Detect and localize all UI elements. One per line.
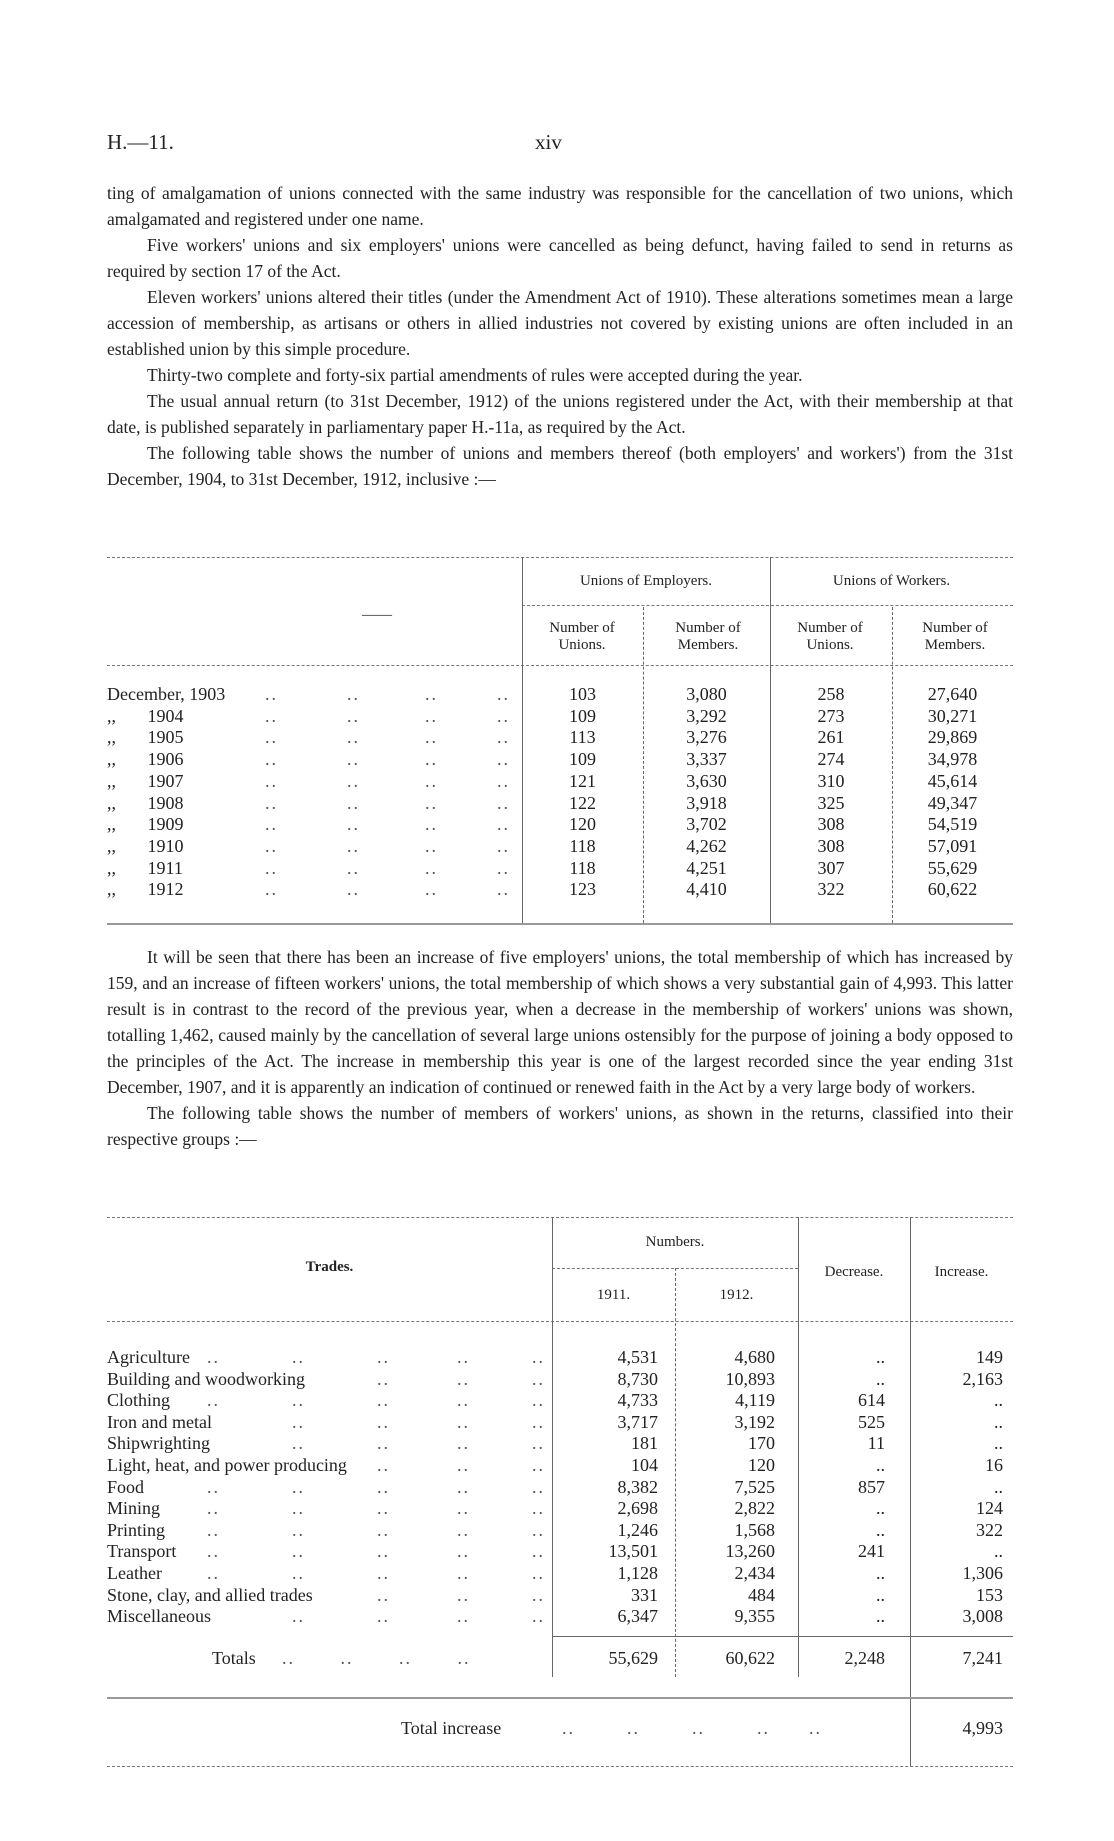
increase-value: ..	[994, 1476, 1003, 1497]
leader-dots: ..	[377, 1563, 390, 1583]
leader-dots: ..	[377, 1498, 390, 1519]
table-row	[107, 705, 1013, 727]
decrease-value: ..	[876, 1606, 885, 1627]
leader-dots: ..	[457, 1563, 470, 1583]
emp-unions: 118	[569, 835, 596, 856]
value-1912: 170	[748, 1433, 775, 1454]
increase-value: 16	[985, 1455, 1003, 1475]
wk-members: 55,629	[927, 857, 978, 878]
leader-dots: ..	[207, 1390, 220, 1411]
leader-dots: ..	[532, 1433, 545, 1454]
value-1912: 120	[748, 1455, 775, 1475]
leader-dots: ..	[292, 1498, 305, 1519]
total-increase-row	[107, 1717, 1013, 1739]
leader-dots: ..	[265, 835, 278, 856]
trade-label: Leather	[107, 1563, 162, 1583]
trade-label: Shipwrighting	[107, 1433, 211, 1454]
decrease-value: ..	[876, 1584, 885, 1605]
leader-dots: ..	[347, 749, 360, 770]
leader-dots: ..	[377, 1541, 390, 1562]
emp-members: 3,292	[686, 705, 727, 726]
wk-unions: 261	[817, 727, 845, 748]
leader-dots: ..	[497, 879, 510, 900]
increase-value: ..	[994, 1411, 1003, 1432]
trade-label: Miscellaneous	[107, 1606, 211, 1627]
leader-dots: ..	[532, 1541, 545, 1562]
table-row	[107, 1497, 1013, 1519]
value-1911: 331	[631, 1584, 658, 1605]
wk-unions: 307	[817, 857, 845, 878]
paragraph: The following table shows the number of members of workers' unions, as shown in the returns, classified into their respective groups :—	[107, 1103, 1013, 1149]
leader-dots: ..	[532, 1390, 545, 1411]
trade-label: Transport	[107, 1541, 177, 1562]
leader-dots: ..	[425, 792, 438, 813]
leader-dots: ..	[457, 1390, 470, 1411]
emp-members: 4,410	[686, 879, 727, 900]
leader-dots: ..	[497, 749, 510, 770]
total-increase-label: Total increase	[401, 1718, 502, 1738]
year-label: ,, 1911	[107, 857, 183, 878]
col-emp-members: Number of Members.	[675, 620, 741, 653]
wk-members: 57,091	[927, 835, 978, 856]
leader-dots: ..	[497, 705, 510, 726]
table-row	[107, 1540, 1013, 1562]
table-row	[107, 835, 1013, 857]
leader-dots: ..	[292, 1411, 305, 1432]
leader-dots: ..	[347, 770, 360, 791]
leader-dots: ..	[347, 814, 360, 835]
value-1911: 4,733	[617, 1390, 658, 1411]
emp-members: 4,251	[686, 857, 727, 878]
emp-members: 3,702	[686, 814, 727, 835]
emp-members: 3,080	[686, 684, 727, 704]
increase-value: 153	[976, 1584, 1003, 1605]
decrease-value: ..	[876, 1347, 885, 1367]
year-label: ,, 1908	[107, 792, 184, 813]
leader-dots: ..	[347, 684, 360, 704]
wk-unions: 308	[817, 814, 845, 835]
wk-members: 29,869	[927, 727, 978, 748]
year-label: ,, 1907	[107, 770, 184, 791]
increase-value: ..	[994, 1541, 1003, 1562]
leader-dots: ..	[497, 770, 510, 791]
leader-dots: ..	[425, 727, 438, 748]
leader-dots: ..	[425, 879, 438, 900]
leader-dots: ..	[265, 792, 278, 813]
decrease-value: 241	[858, 1541, 885, 1562]
total-increase-value: 4,993	[962, 1718, 1003, 1738]
table-row	[107, 1519, 1013, 1541]
wk-members: 30,271	[927, 705, 978, 726]
group-employers: Unions of Employers.	[579, 573, 713, 589]
trade-label: Printing	[107, 1519, 166, 1540]
leader-dots: ..	[532, 1411, 545, 1432]
value-1911: 8,730	[617, 1368, 658, 1389]
trade-label: Clothing	[107, 1390, 171, 1411]
leader-dots: ..	[292, 1519, 305, 1540]
leader-dots: ..	[207, 1498, 220, 1519]
leader-dots: ..	[377, 1606, 390, 1627]
emp-unions: 121	[569, 770, 596, 791]
leader-dots: .. .. .. ..	[282, 1648, 471, 1668]
leader-dots: ..	[207, 1563, 220, 1583]
value-1912: 13,260	[725, 1541, 775, 1562]
leader-dots: ..	[532, 1455, 545, 1475]
value-1911: 1,128	[617, 1563, 658, 1583]
leader-dots: ..	[207, 1476, 220, 1497]
leader-dots: ..	[377, 1455, 390, 1475]
value-1911: 13,501	[608, 1541, 658, 1562]
table-row	[107, 1605, 1013, 1627]
increase-value: 1,306	[962, 1563, 1003, 1583]
table-row	[107, 857, 1013, 879]
leader-dots: ..	[347, 727, 360, 748]
emp-unions: 120	[569, 814, 596, 835]
leader-dots: ..	[292, 1606, 305, 1627]
increase-value: ..	[994, 1433, 1003, 1454]
leader-dots: ..	[377, 1584, 390, 1605]
value-1911: 2,698	[617, 1498, 658, 1519]
leader-dots: ..	[377, 1347, 390, 1367]
col-numbers: Numbers.	[645, 1234, 705, 1250]
leader-dots: ..	[377, 1433, 390, 1454]
decrease-value: ..	[876, 1519, 885, 1540]
leader-dots: ..	[265, 879, 278, 900]
leader-dots: ..	[292, 1390, 305, 1411]
leader-dots: ..	[497, 814, 510, 835]
decrease-value: ..	[876, 1563, 885, 1583]
leader-dots: ..	[532, 1476, 545, 1497]
emp-members: 4,262	[686, 835, 727, 856]
leader-dots: .. .. .. .. ..	[562, 1718, 822, 1738]
leader-dots: ..	[532, 1368, 545, 1389]
table-row	[107, 1584, 1013, 1606]
leader-dots: ..	[497, 727, 510, 748]
totals-1911: 55,629	[608, 1648, 658, 1668]
trade-label: Agriculture	[107, 1347, 190, 1367]
document-reference: H.—11.	[107, 130, 174, 154]
emp-unions: 118	[569, 857, 596, 878]
unions-membership-table	[107, 557, 1013, 927]
leader-dots: ..	[347, 835, 360, 856]
value-1912: 9,355	[734, 1606, 775, 1627]
year-label: ,, 1906	[107, 749, 184, 770]
col-1911: 1911.	[596, 1287, 631, 1303]
increase-value: ..	[994, 1390, 1003, 1411]
value-1912: 1,568	[734, 1519, 775, 1540]
emp-unions: 122	[569, 792, 596, 813]
table-row	[107, 878, 1013, 900]
wk-unions: 310	[817, 770, 845, 791]
value-1912: 7,525	[734, 1476, 775, 1497]
wk-unions: 322	[817, 879, 845, 900]
col-decrease: Decrease.	[824, 1264, 884, 1280]
table-row	[107, 813, 1013, 835]
table-row	[107, 1454, 1013, 1476]
value-1911: 1,246	[617, 1519, 658, 1540]
trade-label: Building and woodworking	[107, 1368, 305, 1389]
totals-decrease: 2,248	[844, 1648, 885, 1668]
leader-dots: ..	[425, 684, 438, 704]
leader-dots: ..	[532, 1606, 545, 1627]
leader-dots: ..	[265, 749, 278, 770]
leader-dots: ..	[347, 792, 360, 813]
leader-dots: ..	[377, 1390, 390, 1411]
emp-unions: 113	[569, 727, 596, 748]
leader-dots: ..	[265, 857, 278, 878]
table-row	[107, 1346, 1013, 1368]
table-row	[107, 792, 1013, 814]
col-wk-unions: Number of Unions.	[797, 620, 863, 653]
leader-dots: ..	[425, 857, 438, 878]
leader-dots: ..	[532, 1498, 545, 1519]
leader-dots: ..	[265, 705, 278, 726]
intro-paragraphs	[107, 180, 1013, 492]
col-1912: 1912.	[719, 1287, 754, 1303]
leader-dots: ..	[457, 1606, 470, 1627]
paragraph: It will be seen that there has been an increase of five employers' unions, the total membership of which has increased by 159, and an increase of fifteen workers' unions, the total membership of which shows a very substantial gain of 4,993. This latter result is in contrast to the record of the previous year, when a decrease in the membership of workers' unions was shown, totalling 1,462, caused mainly by the cancellation of several large unions ostensibly for the purpose of joining a body opposed to the principles of the Act. The increase in membership this year is one of the largest recorded since the year ending 31st December, 1907, and it is apparently an indication of continued or renewed faith in the Act by a very large body of workers.	[107, 947, 1013, 1097]
leader-dots: ..	[425, 749, 438, 770]
year-label: ,, 1909	[107, 814, 184, 835]
table-row	[107, 683, 1013, 705]
table-row	[107, 1476, 1013, 1498]
trade-label: Light, heat, and power producing	[107, 1455, 347, 1475]
table-row	[107, 748, 1013, 770]
page-number: xiv	[535, 130, 562, 154]
leader-dots: ..	[532, 1519, 545, 1540]
leader-dots: ..	[457, 1368, 470, 1389]
leader-dots: ..	[497, 835, 510, 856]
col-increase: Increase.	[934, 1264, 989, 1280]
year-label: ,, 1912	[107, 879, 184, 900]
wk-unions: 273	[817, 705, 845, 726]
decrease-value: 857	[858, 1476, 885, 1497]
year-label: ,, 1905	[107, 727, 184, 748]
leader-dots: ..	[497, 684, 510, 704]
wk-unions: 274	[817, 749, 845, 770]
paragraph: The following table shows the number of unions and members thereof (both employers' and workers') from the 31st December, 1904, to 31st December, 1912, inclusive :—	[107, 443, 1013, 489]
table-row	[107, 1389, 1013, 1411]
value-1912: 4,680	[734, 1347, 775, 1367]
emp-unions: 123	[569, 879, 596, 900]
leader-dots: ..	[532, 1563, 545, 1583]
trade-label: Mining	[107, 1498, 161, 1519]
table-row	[107, 1432, 1013, 1454]
table-row	[107, 1562, 1013, 1584]
value-1912: 3,192	[734, 1411, 775, 1432]
wk-unions: 258	[817, 684, 845, 704]
col-trades: Trades.	[305, 1259, 354, 1275]
leader-dots: ..	[377, 1368, 390, 1389]
value-1912: 2,822	[734, 1498, 775, 1519]
leader-dots: ..	[265, 684, 278, 704]
increase-value: 3,008	[962, 1606, 1003, 1627]
leader-dots: ..	[425, 770, 438, 791]
value-1911: 104	[631, 1455, 658, 1475]
leader-dots: ..	[292, 1476, 305, 1497]
table-row	[107, 1368, 1013, 1390]
leader-dots: ..	[425, 835, 438, 856]
leader-dots: ..	[207, 1347, 220, 1367]
leader-dots: ..	[377, 1476, 390, 1497]
value-1911: 4,531	[617, 1347, 658, 1367]
trades-membership-table	[107, 1217, 1013, 1777]
paragraph: ting of amalgamation of unions connected with the same industry was responsible for the cancellation of two unions, which amalgamated and registered under one name.	[107, 183, 1013, 229]
wk-members: 34,978	[927, 749, 978, 770]
leader-dots: ..	[377, 1519, 390, 1540]
value-1911: 6,347	[617, 1606, 658, 1627]
year-label: December, 1903	[107, 684, 226, 704]
year-label: ,, 1904	[107, 705, 184, 726]
totals-row	[107, 1647, 1013, 1669]
paragraph: Eleven workers' unions altered their titles (under the Amendment Act of 1910). These alterations sometimes mean a large accession of membership, as artisans or others in allied industries not covered by existing unions are often included in an established union by this simple procedure.	[107, 287, 1013, 359]
table-row	[107, 726, 1013, 748]
totals-increase: 7,241	[962, 1648, 1003, 1668]
wk-members: 60,622	[927, 879, 978, 900]
year-label: ,, 1910	[107, 835, 184, 856]
leader-dots: ..	[265, 727, 278, 748]
value-1912: 4,119	[735, 1390, 775, 1411]
leader-dots: ..	[377, 1411, 390, 1432]
leader-dots: ..	[457, 1411, 470, 1432]
decrease-value: 11	[867, 1433, 885, 1454]
leader-dots: ..	[457, 1498, 470, 1519]
wk-members: 27,640	[927, 684, 978, 704]
leader-dots: ..	[347, 857, 360, 878]
wk-unions: 325	[817, 792, 845, 813]
wk-members: 45,614	[927, 770, 978, 791]
leader-dots: ..	[207, 1541, 220, 1562]
leader-dots: ..	[457, 1476, 470, 1497]
leader-dots: ..	[425, 814, 438, 835]
totals-label: Totals	[212, 1648, 256, 1668]
paragraph: Five workers' unions and six employers' unions were cancelled as being defunct, having failed to send in returns as required by section 17 of the Act.	[107, 235, 1013, 281]
paragraph: The usual annual return (to 31st December, 1912) of the unions registered under the Act, with their membership at that date, is published separately in parliamentary paper H.-11a, as required by the Act.	[107, 391, 1013, 437]
leader-dots: ..	[292, 1563, 305, 1583]
table-row	[107, 1411, 1013, 1433]
decrease-value: ..	[876, 1368, 885, 1389]
leader-dots: ..	[457, 1347, 470, 1367]
increase-value: 149	[976, 1347, 1003, 1367]
decrease-value: 525	[858, 1411, 885, 1432]
leader-dots: ..	[292, 1347, 305, 1367]
value-1912: 484	[748, 1584, 775, 1605]
leader-dots: ..	[207, 1519, 220, 1540]
leader-dots: ..	[457, 1455, 470, 1475]
wk-members: 54,519	[927, 814, 978, 835]
col-emp-unions: Number of Unions.	[549, 620, 615, 653]
paragraph: Thirty-two complete and forty-six partial amendments of rules were accepted during the year.	[147, 365, 803, 385]
leader-dots: ..	[292, 1541, 305, 1562]
leader-dots: ..	[457, 1584, 470, 1605]
leader-dots: ..	[457, 1541, 470, 1562]
increase-value: 124	[976, 1498, 1003, 1519]
leader-dots: ..	[265, 814, 278, 835]
table-row	[107, 770, 1013, 792]
leader-dots: ..	[532, 1584, 545, 1605]
leader-dots: ..	[497, 792, 510, 813]
group-workers: Unions of Workers.	[832, 573, 951, 589]
emp-unions: 109	[569, 749, 596, 770]
emp-unions: 103	[569, 684, 596, 704]
leader-dots: ..	[457, 1433, 470, 1454]
leader-dots: ..	[457, 1519, 470, 1540]
trade-label: Stone, clay, and allied trades	[107, 1584, 313, 1605]
trade-label: Iron and metal	[107, 1411, 212, 1432]
value-1911: 181	[631, 1433, 658, 1454]
emp-members: 3,276	[686, 727, 727, 748]
leader-dots: ..	[265, 770, 278, 791]
totals-1912: 60,622	[725, 1648, 775, 1668]
stub-dash: ——	[362, 607, 392, 623]
decrease-value: ..	[876, 1498, 885, 1519]
emp-members: 3,337	[686, 749, 727, 770]
leader-dots: ..	[532, 1347, 545, 1367]
value-1912: 10,893	[725, 1368, 775, 1389]
increase-value: 322	[976, 1519, 1003, 1540]
leader-dots: ..	[292, 1433, 305, 1454]
increase-value: 2,163	[962, 1368, 1003, 1389]
decrease-value: ..	[876, 1455, 885, 1475]
emp-unions: 109	[569, 705, 596, 726]
leader-dots: ..	[347, 879, 360, 900]
value-1911: 3,717	[617, 1411, 658, 1432]
leader-dots: ..	[347, 705, 360, 726]
trade-label: Food	[107, 1476, 145, 1497]
value-1912: 2,434	[734, 1563, 775, 1583]
col-wk-members: Number of Members.	[922, 620, 988, 653]
decrease-value: 614	[858, 1390, 885, 1411]
value-1911: 8,382	[617, 1476, 658, 1497]
emp-members: 3,918	[686, 792, 727, 813]
wk-unions: 308	[817, 835, 845, 856]
analysis-paragraphs	[107, 944, 1013, 1152]
leader-dots: ..	[425, 705, 438, 726]
leader-dots: ..	[497, 857, 510, 878]
emp-members: 3,630	[686, 770, 727, 791]
wk-members: 49,347	[927, 792, 978, 813]
